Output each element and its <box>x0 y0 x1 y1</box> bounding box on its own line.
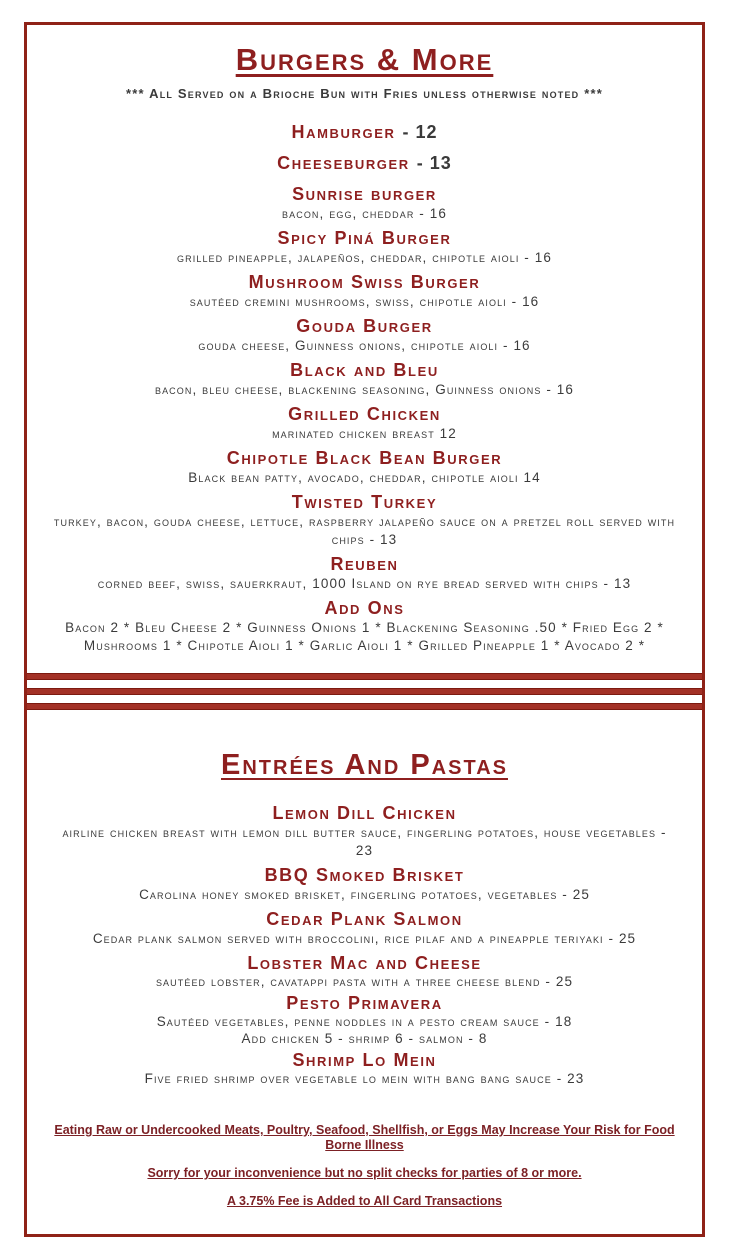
menu-item-lobster-mac-and-cheese <box>47 954 682 990</box>
item-name: Black and Bleu <box>290 360 439 380</box>
menu-page-frame <box>24 22 705 1237</box>
item-name: Shrimp Lo Mein <box>292 1050 437 1070</box>
item-description-addons: Add chicken 5 - shrimp 6 - salmon - 8 <box>241 1031 488 1046</box>
item-name: Chipotle Black Bean Burger <box>226 448 503 468</box>
menu-item-black-and-bleu <box>47 361 682 399</box>
section-entrees-and-pastas <box>27 710 702 1234</box>
menu-item-spicy-pina-burger <box>47 229 682 267</box>
item-description: Cedar plank salmon served with broccolini, rice pilaf and a pineapple teriyaki - 25 <box>92 931 637 946</box>
section-subtitle-burgers: *** All Served on a Brioche Bun with Fries unless otherwise noted *** <box>126 86 603 101</box>
item-name: Hamburger <box>291 122 396 142</box>
item-description: sautéed cremini mushrooms, swiss, chipotle aioli - 16 <box>189 294 540 309</box>
item-name: Gouda Burger <box>296 316 433 336</box>
menu-item-mushroom-swiss-burger <box>47 273 682 311</box>
menu-item-add-ons <box>47 599 682 655</box>
footer-notice-no-split-checks: Sorry for your inconvenience but no split checks for parties of 8 or more. <box>147 1166 582 1180</box>
item-description: airline chicken breast with lemon dill butter sauce, fingerling potatoes, house vegetables - 23 <box>62 825 667 858</box>
menu-item-twisted-turkey <box>47 493 682 549</box>
menu-item-cedar-plank-salmon <box>47 910 682 948</box>
footer-notice-card-fee: A 3.75% Fee is Added to All Card Transactions <box>226 1194 503 1208</box>
item-description: corned beef, swiss, sauerkraut, 1000 Island on rye bread served with chips - 13 <box>97 576 632 591</box>
item-name: BBQ Smoked Brisket <box>264 865 465 885</box>
divider-stripe <box>27 703 702 710</box>
item-name: Cheeseburger <box>277 153 410 173</box>
item-description: turkey, bacon, gouda cheese, lettuce, raspberry jalapeño sauce on a pretzel roll served with chips - 13 <box>53 514 676 547</box>
item-name: Reuben <box>330 554 399 574</box>
section-title-entrees: Entrées And Pastas <box>221 749 508 781</box>
item-name: Mushroom Swiss Burger <box>248 272 481 292</box>
item-description: Five fried shrimp over vegetable lo mein with bang bang sauce - 23 <box>144 1071 585 1086</box>
item-description: Black bean patty, avocado, cheddar, chipotle aioli 14 <box>188 470 541 485</box>
item-name: Cedar Plank Salmon <box>266 909 463 929</box>
item-name: Twisted Turkey <box>291 492 438 512</box>
menu-item-lemon-dill-chicken <box>47 804 682 860</box>
menu-item-grilled-chicken <box>47 405 682 443</box>
item-description: Sautéed vegetables, penne noddles in a pesto cream sauce - 18 <box>156 1014 573 1029</box>
item-description: gouda cheese, Guinness onions, chipotle aioli - 16 <box>198 338 531 353</box>
menu-footer-notices <box>47 1123 682 1234</box>
divider-stripe <box>27 673 702 680</box>
item-description: grilled pineapple, jalapeños, cheddar, chipotle aioli - 16 <box>177 250 552 265</box>
section-divider <box>27 673 702 710</box>
menu-item-pesto-primavera <box>47 994 682 1047</box>
section-burgers-and-more <box>27 25 702 663</box>
menu-item-sunrise-burger <box>47 185 682 223</box>
item-description: Carolina honey smoked brisket, fingerling potatoes, vegetables - 25 <box>139 887 590 902</box>
item-description: bacon, egg, cheddar - 16 <box>282 206 447 221</box>
item-description: bacon, bleu cheese, blackening seasoning, Guinness onions - 16 <box>154 382 575 397</box>
menu-item-chipotle-black-bean-burger <box>47 449 682 487</box>
item-name: Lemon Dill Chicken <box>272 803 457 823</box>
menu-item-shrimp-lo-mein <box>47 1051 682 1087</box>
item-name: Grilled Chicken <box>288 404 441 424</box>
item-description: marinated chicken breast 12 <box>272 426 457 441</box>
menu-item-cheeseburger <box>47 154 682 173</box>
item-name: Spicy Piná Burger <box>277 228 452 248</box>
item-description: sautéed lobster, cavatappi pasta with a three cheese blend - 25 <box>155 974 574 989</box>
menu-item-reuben <box>47 555 682 593</box>
item-name: Sunrise burger <box>292 184 437 204</box>
section-title-burgers: Burgers & More <box>235 42 494 77</box>
item-name: Pesto Primavera <box>286 993 443 1013</box>
item-price: - 13 <box>416 153 452 173</box>
item-name: Lobster Mac and Cheese <box>247 953 482 973</box>
item-name: Add Ons <box>324 598 405 618</box>
menu-item-bbq-smoked-brisket <box>47 866 682 904</box>
menu-item-gouda-burger <box>47 317 682 355</box>
item-description: Bacon 2 * Bleu Cheese 2 * Guinness Onions 1 * Blackening Seasoning .50 * Fried Egg 2 * Mushrooms 1 * Chipotle Aioli 1 * Garlic Aioli 1 * Grilled Pineapple 1 * Avocado 2 * <box>65 620 664 653</box>
menu-item-hamburger <box>47 123 682 142</box>
footer-notice-food-borne-illness: Eating Raw or Undercooked Meats, Poultry, Seafood, Shellfish, or Eggs May Increase Your Risk for Food Borne Illness <box>54 1123 675 1152</box>
item-price: - 12 <box>402 122 438 142</box>
divider-stripe <box>27 688 702 695</box>
